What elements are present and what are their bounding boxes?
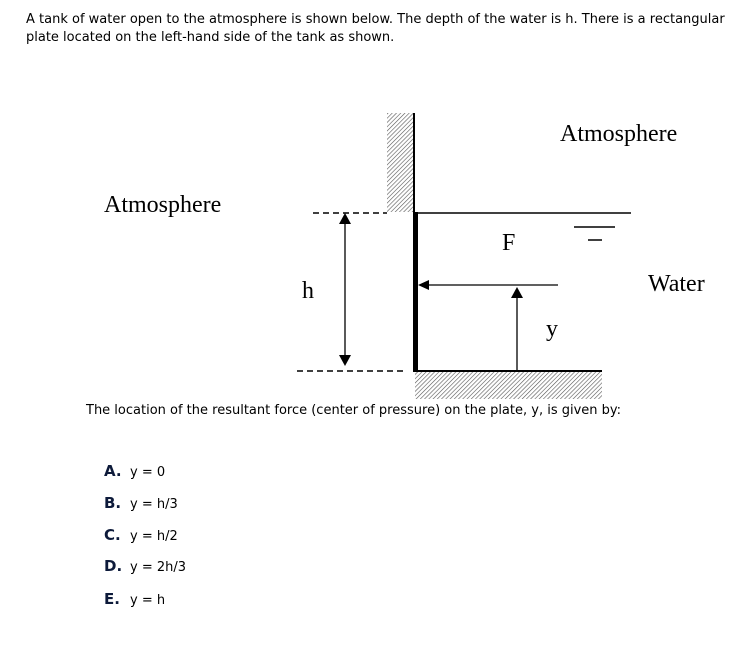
question-text: The location of the resultant force (center of pressure) on the plate, y, is given by:: [86, 403, 622, 418]
floor-hatch: [415, 372, 602, 399]
label-water: Water: [648, 271, 705, 297]
label-F: F: [502, 230, 516, 256]
option-letter: C.: [104, 526, 121, 544]
option-letter: E.: [104, 590, 120, 608]
option-text: y = h/2: [130, 529, 178, 544]
option-letter: D.: [104, 557, 123, 575]
plate: [413, 212, 418, 372]
option-a[interactable]: [104, 462, 165, 480]
option-letter: B.: [104, 494, 122, 512]
option-letter: A.: [104, 462, 122, 480]
option-text: y = h/3: [130, 497, 178, 512]
option-text: y = 0: [130, 465, 166, 480]
label-atmosphere-right: Atmosphere: [560, 121, 678, 147]
option-text: y = h: [130, 593, 166, 608]
option-b[interactable]: [104, 494, 178, 512]
wall-hatch: [387, 113, 413, 212]
label-atmosphere-left: Atmosphere: [104, 192, 222, 218]
option-e[interactable]: [104, 590, 165, 608]
option-c[interactable]: [104, 526, 178, 544]
option-text: y = 2h/3: [130, 560, 187, 575]
problem-intro: A tank of water open to the atmosphere is shown below. The depth of the water is h. There is a rectangular plate located on the left-hand side of the tank as shown.: [26, 12, 725, 45]
option-d[interactable]: [104, 557, 186, 575]
label-y: y: [546, 316, 558, 342]
label-h: h: [302, 278, 314, 304]
